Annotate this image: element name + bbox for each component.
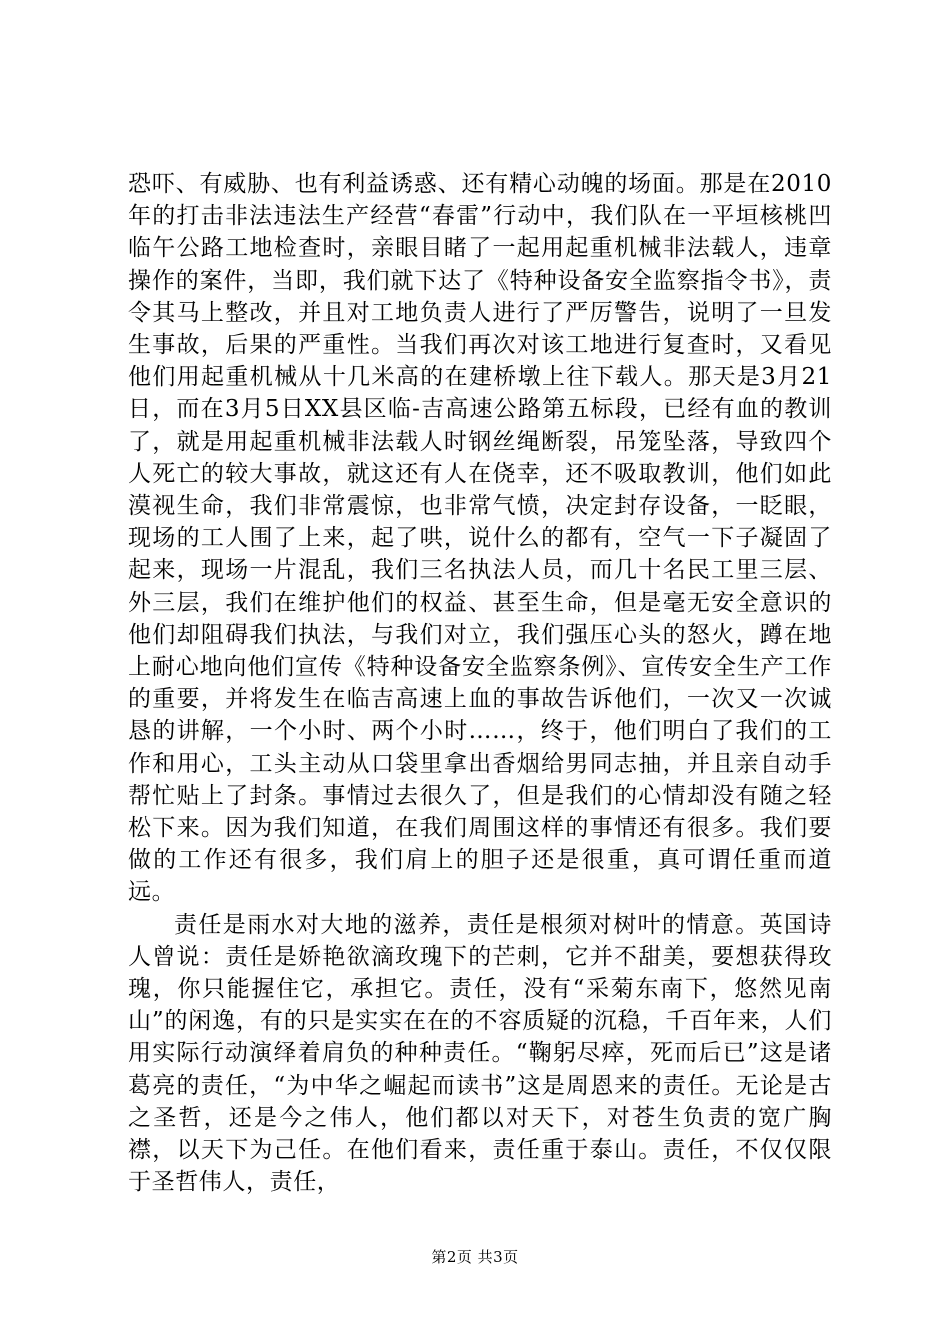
page-number-footer: 第2页 共3页 (431, 1248, 519, 1266)
paragraph-1: 恐吓、有威胁、也有利益诱惑、还有精心动魄的场面。那是在2010年的打击非法违法生产经营“春雷”行动中，我们队在一平垣核桃凹临午公路工地检查时，亲眼目睹了一起用起重机械非法载人，违章操作的案件，当即，我们就下达了《特种设备安全监察指令书》，责令其马上整改，并且对工地负责人进行了严厉警告，说明了一旦发生事故，后果的严重性。当我们再次对该工地进行复查时，又看见他们用起重机械从十几米高的在建桥墩上往下载人。那天是3月21日，而在3月5日XX县区临-吉高速公路第五标段，已经有血的教训了，就是用起重机械非法载人时钢丝绳断裂，吊笼坠落，导致四个人死亡的较大事故，就这还有人在侥幸，还不吸取教训，他们如此漠视生命，我们非常震惊，也非常气愤，决定封存设备，一眨眼，现场的工人围了上来，起了哄，说什么的都有，空气一下子凝固了起来，现场一片混乱，我们三名执法人员，而几十名民工里三层、外三层，我们在维护他们的权益、甚至生命，但是毫无安全意识的他们却阻碍我们执法，与我们对立，我们强压心头的怒火，蹲在地上耐心地向他们宣传《特种设备安全监察条例》、宣传安全生产工作的重要，并将发生在临吉高速上血的事故告诉他们，一次又一次诚恳的讲解，一个小时、两个小时……，终于，他们明白了我们的工作和用心，工头主动从口袋里拿出香烟给男同志抽，并且亲自动手帮忙贴上了封条。事情过去很久了，但是我们的心情却没有随之轻松下来。因为我们知道，在我们周围这样的事情还有很多。我们要做的工作还有很多，我们肩上的胆子还是很重，真可谓任重而道远。 (128, 171, 832, 906)
document-body (128, 168, 832, 1199)
paragraph-2: 责任是雨水对大地的滋养，责任是根须对树叶的情意。英国诗人曾说：责任是娇艳欲滴玫瑰下的芒刺，它并不甜美，要想获得玫瑰，你只能握住它，承担它。责任，没有“采菊东南下，悠然见南山”的闲逸，有的只是实实在在的不容质疑的沉稳，千百年来，人们用实际行动演绎着肩负的种种责任。“鞠躬尽瘁，死而后已”这是诸葛亮的责任，“为中华之崛起而读书”这是周恩来的责任。无论是古之圣哲，还是今之伟人，他们都以对天下，对苍生负责的宽广胸襟，以天下为己任。在他们看来，责任重于泰山。责任，不仅仅限于圣哲伟人，责任， (128, 911, 832, 1196)
